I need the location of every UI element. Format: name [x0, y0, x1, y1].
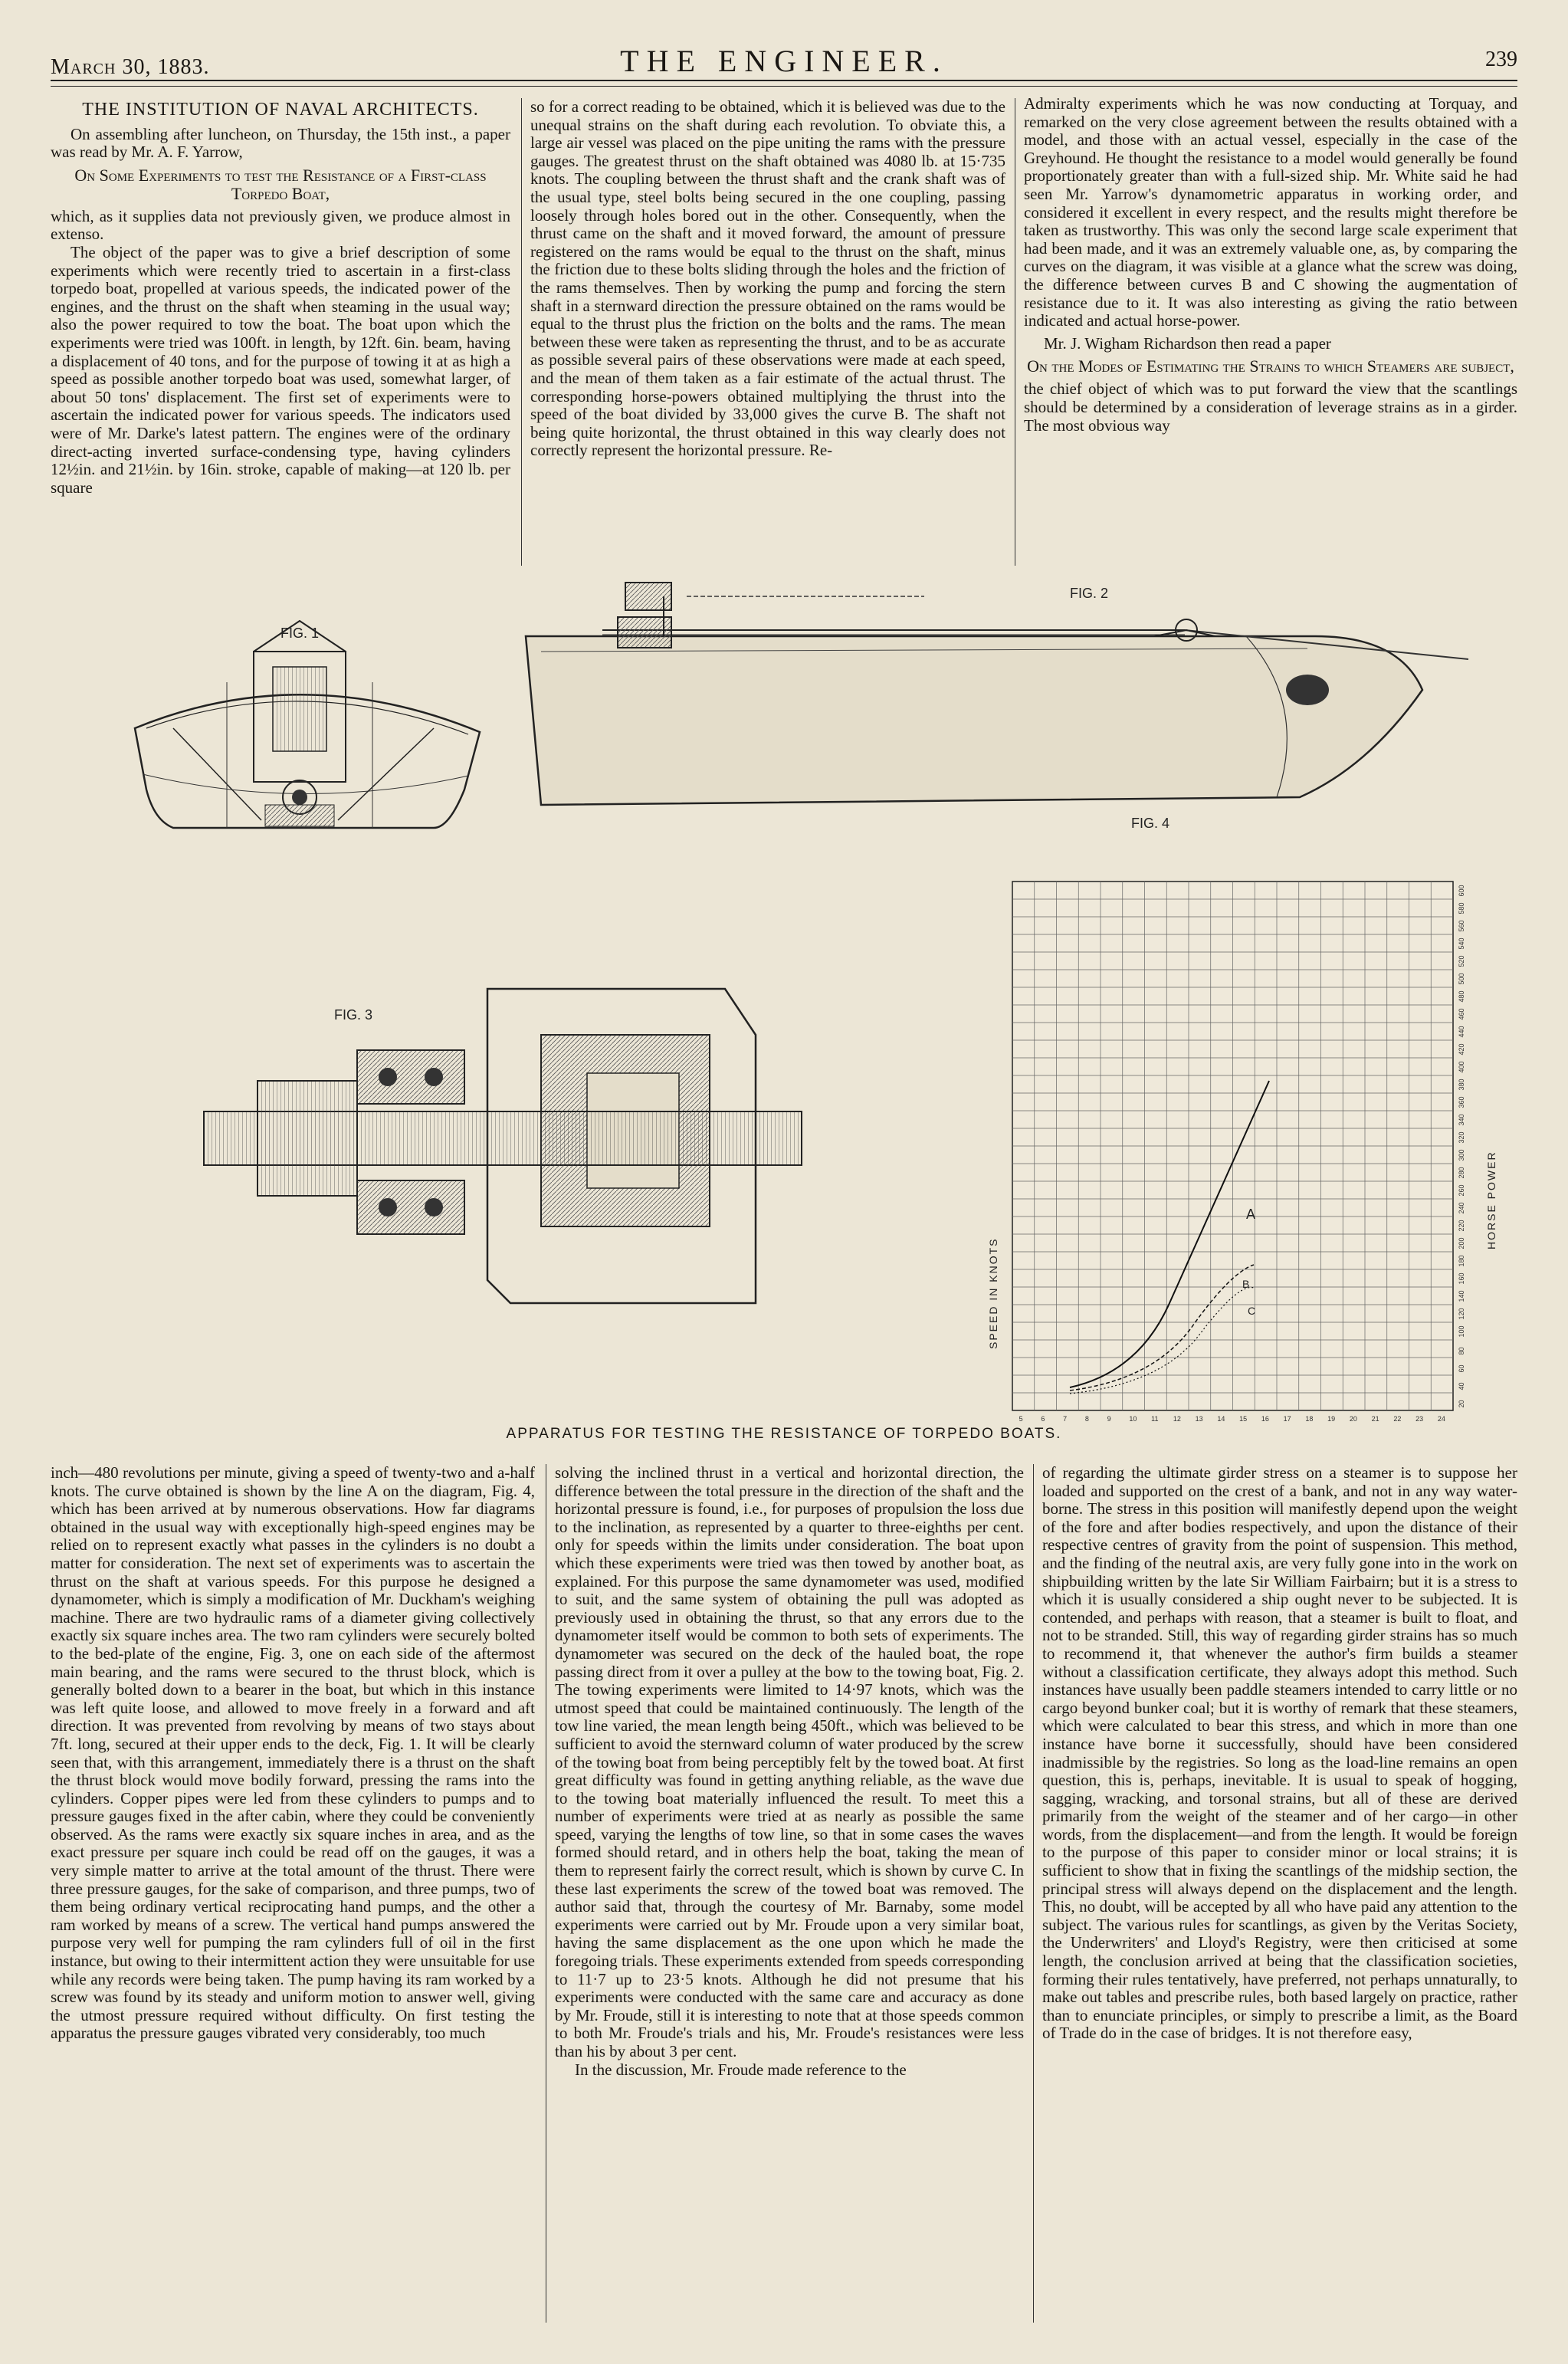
y-tick-label: 380: [1458, 1079, 1465, 1091]
section-title: THE INSTITUTION OF NAVAL ARCHITECTS.: [82, 100, 479, 120]
engraving-plate: [51, 575, 1517, 1426]
fig4-label-b: B: [1242, 1278, 1250, 1290]
apparatus-figures: [51, 575, 1517, 1426]
upper-column-1: [51, 98, 510, 567]
lower-column-1: [51, 1464, 535, 2326]
y-tick-label: 120: [1458, 1308, 1465, 1320]
paper-title: On Some Experiments to test the Resistance of a First-class Torpedo Boat,: [74, 165, 487, 203]
x-tick-label: 20: [1349, 1415, 1357, 1423]
fig4-grid: [1012, 882, 1453, 1410]
y-tick-label: 520: [1458, 955, 1465, 967]
y-tick-label: 280: [1458, 1167, 1465, 1179]
paper-title: On the Modes of Estimating the Strains to which Steamers are subject,: [1027, 356, 1514, 376]
fig4-label-a: A: [1246, 1207, 1256, 1222]
paragraph: inch—480 revolutions per minute, giving a speed of twenty-two and a-half knots. The curve obtained is shown by the line A on the diagram, Fig. 4, which has been arrived at by numerous observations. How far diagrams obtained in the usual way with exceptionally high-speed engines may be relied on to represent exactly what passes in the cylinders is no doubt a matter for consideration. The next set of experiments was to ascertain the thrust on the shaft at various speeds. For this purpose he designed a dynamometer, which is simply a modification of Mr. Duckham's weighing machine. There are two hydraulic rams of a diameter giving collectively exactly six square inches area. The two ram cylinders were securely bolted to the bed-plate of the engine, Fig. 3, one on each side of the aftermost main bearing, and the rams were secured to the thrust block, which is generally bolted down to a bearer in the boat, but which in this instance was left quite loose, and allowed to move freely in a forward and aft direction. It was prevented from revolving by means of two stays about 7ft. long, secured at their upper ends to the deck, Fig. 1. It will be clearly seen that, with this arrangement, immediately there is a thrust on the shaft the thrust block would move bodily forward, pressing the rams into the cylinders. Copper pipes were led from these cylinders to pumps and to pressure gauges fixed in the after cabin, where they could be conveniently observed. As the rams were exactly six square inches in area, and as the exact pressure per square inch could be read off on the gauges, it was a very simple matter to arrive at the total amount of the thrust. There were three pressure gauges, for the sake of comparison, and three pumps, two of them being ordinary vertical reciprocating hand pumps, and the other a ram worked by means of a screw. The vertical hand pumps answered the purpose very well for pumping the ram cylinders full of oil in the first instance, but owing to their intermittent action they were unsuitable for use while any records were being taken. The pump having its ram worked by a screw was found by its steady and uniform motion to answer well, giving the utmost pressure required without difficulty. On first testing the apparatus the pressure gauges vibrated very considerably, too much: [51, 1464, 535, 2043]
x-tick-label: 5: [1019, 1415, 1023, 1423]
masthead: THE ENGINEER.: [620, 44, 948, 78]
header-rule-thin: [51, 86, 1517, 87]
x-tick-label: 16: [1261, 1415, 1269, 1423]
page-header: [51, 43, 1517, 77]
upper-column-3: [1024, 95, 1517, 567]
x-tick-label: 12: [1173, 1415, 1181, 1423]
x-tick-label: 15: [1239, 1415, 1248, 1423]
y-tick-label: 20: [1458, 1400, 1465, 1408]
x-tick-label: 23: [1415, 1415, 1424, 1423]
y-tick-label: 580: [1458, 902, 1465, 914]
x-tick-label: 21: [1371, 1415, 1379, 1423]
y-tick-label: 500: [1458, 973, 1465, 985]
paragraph: solving the inclined thrust in a vertical and horizontal direction, the difference between the total pressure in the direction of the shaft and the horizontal pressure is found, i.e., for purposes of propulsion the loss due to the inclination, as represented by a quarter to three-eighths per cent. only for speeds within the limits under consideration. The boat upon which these experiments were tried was then towed by another boat, as explained. For this purpose the same dynamometer was used, modified to suit, and the same system of obtaining the pull was adopted as previously used in obtaining the thrust, so that any errors due to the dynamometer itself would be common to both sets of experiments. The dynamometer was secured on the deck of the hauled boat, the rope passing direct from it over a pulley at the bow to the towing boat, Fig. 2. The towing experiments were limited to 14·97 knots, which was the utmost speed that could be maintained continuously. The length of the tow line varied, the mean length being 450ft., which was believed to be sufficient to avoid the sternward column of water produced by the screw of the towing boat from being perceptibly felt by the towed boat. At first great difficulty was found in getting anything reliable, as the wave due to the towing boat materially influenced the result. To meet this a number of experiments were tried at as nearly as possible the same speed, varying the lengths of tow line, so that in some cases the waves formed should retard, and in others help the boat, taking the mean of them to represent fairly the correct result, which is shown by curve C. In these last experiments the screw of the towed boat was removed. The author said that, through the courtesy of Mr. Barnaby, some model experiments were carried out by Mr. Froude upon a very similar boat, having the same displacement as the one upon which he made the foregoing trials. These experiments extended from speeds corresponding to 11·7 up to 23·5 knots. Although he did not presume that his experiments were conducted with the same care and accuracy as done by Mr. Froude, still it is interesting to note that at those speeds common to both Mr. Froude's trials and his, Mr. Froude's resistances were less than his by about 3 per cent.: [555, 1464, 1024, 2060]
paragraph: On assembling after luncheon, on Thursday, the 15th inst., a paper was read by Mr. A. F. Yarrow,: [51, 124, 510, 162]
issue-date: March 30, 1883.: [51, 55, 210, 79]
fig3-label: FIG. 3: [334, 1007, 373, 1023]
lower-column-3: [1042, 1464, 1517, 2326]
y-tick-label: 320: [1458, 1131, 1465, 1144]
y-tick-label: 240: [1458, 1202, 1465, 1214]
paragraph: the chief object of which was to put forward the view that the scantlings should be determined by a consideration of leverage strains as in a girder. The most obvious way: [1024, 379, 1517, 435]
y-tick-label: 400: [1458, 1061, 1465, 1073]
y-tick-label: 40: [1458, 1382, 1465, 1390]
y-tick-label: 360: [1458, 1096, 1465, 1108]
figure-3: [204, 989, 802, 1303]
fig4-x-ticks: [1019, 1415, 1445, 1423]
plate-caption: APPARATUS FOR TESTING THE RESISTANCE OF TORPEDO BOATS.: [506, 1426, 1062, 1442]
x-tick-label: 22: [1393, 1415, 1402, 1423]
y-tick-label: 300: [1458, 1149, 1465, 1161]
x-tick-label: 11: [1151, 1415, 1159, 1423]
paragraph: Mr. J. Wigham Richardson then read a paper: [1044, 333, 1331, 353]
paragraph: so for a correct reading to be obtained, which it is believed was due to the unequal strains on the shaft during each revolution. To obviate this, a large air vessel was placed on the pipe uniting the rams with the pressure gauges. The greatest thrust on the shaft obtained was 4080 lb. at 15·735 knots. The coupling between the thrust shaft and the crank shaft was of the usual type, steel bolts being secured in the one coupling, passing loosely through holes bored out in the other. Consequently, when the thrust came on the shaft and it moved forward, the amount of pressure registered on the rams would be equal to the thrust on the shaft, minus the friction due to these bolts sliding through the holes and the friction of the rams themselves. Then by working the pump and forcing the stern shaft in a sternward direction the pressure obtained on the rams would be equal to the thrust plus the friction on the bolts and the rams. The mean between these were taken as representing the thrust, and to be as accurate as possible several pairs of these observations were made at each speed, and the mean of them taken as a fair estimate of the actual thrust. The corresponding horse-powers obtained multiplying the thrust into the speed of the boat divided by 33,000 gives the curve B. The shaft not being quite horizontal, the thrust obtained in this way clearly does not correctly represent the horizontal pressure. Re-: [530, 98, 1005, 460]
y-tick-label: 220: [1458, 1220, 1465, 1232]
lower-column-2: [555, 1464, 1024, 2326]
y-tick-label: 460: [1458, 1008, 1465, 1020]
figure-2: [526, 583, 1468, 805]
y-tick-label: 200: [1458, 1237, 1465, 1249]
y-tick-label: 540: [1458, 937, 1465, 950]
y-tick-label: 80: [1458, 1347, 1465, 1355]
figure-4: [987, 816, 1497, 1423]
paragraph: The object of the paper was to give a brief description of some experiments which were recently tried to ascertain in a first-class torpedo boat, propelled at various speeds, the indicated power of the engines, and the thrust on the shaft when steaming in the usual way; also the power required to tow the boat. The boat upon which the experiments were tried was 100ft. in length, by 12ft. 6in. beam, having a displacement of 40 tons, and for the purpose of towing it at as high a speed as possible another torpedo boat was used, somewhat larger, of about 50 tons' displacement. The first set of experiments were to ascertain the indicated power for various speeds. The indicators used were of Mr. Darke's latest pattern. The engines were of the ordinary direct-acting inverted surface-condensing type, having cylinders 12½in. and 21½in. by 16in. stroke, capable of making—at 120 lb. per square: [51, 242, 510, 497]
x-tick-label: 24: [1437, 1415, 1445, 1423]
y-tick-label: 480: [1458, 990, 1465, 1003]
header-rule: [51, 80, 1517, 81]
column-rule: [521, 98, 522, 566]
x-tick-label: 14: [1217, 1415, 1225, 1423]
x-tick-label: 9: [1107, 1415, 1111, 1423]
column-rule: [1033, 1464, 1034, 2323]
fig4-left-axis-label: SPEED IN KNOTS: [987, 1237, 999, 1349]
x-tick-label: 17: [1283, 1415, 1291, 1423]
paragraph: In the discussion, Mr. Froude made reference to the: [575, 2060, 907, 2079]
x-tick-label: 10: [1129, 1415, 1137, 1423]
x-tick-label: 6: [1041, 1415, 1045, 1423]
y-tick-label: 140: [1458, 1290, 1465, 1302]
x-tick-label: 18: [1305, 1415, 1314, 1423]
paragraph: of regarding the ultimate girder stress on a steamer is to suppose her loaded and supported on the crest of a bank, and not in any way water-borne. The stress in this position will manifestly depend upon the weight of the fore and after bodies respectively, and upon the distance of their respective centres of gravity from the point of suspension. This method, and the finding of the neutral axis, are very fully gone into in the work on shipbuilding written by the late Sir William Fairbairn; but it is a stress to which it is usually considered a ship ought never to be subjected. It is contended, and perhaps with reason, that a steamer is built to float, and not to be stranded. Still, this way of regarding girder strains has so much to recommend it, that whenever the author's firm builds a steamer without a classification certificate, they always adopt this method. Such instances have usually been paddle steamers intended to carry little or no cargo beyond bunker coal; but it is worthy of remark that these steamers, which were calculated to bear this stress, and which in more than one instance have borne it successfully, should have been considered inadmissible by the registries. So long as the load-line remains an open question, this is, perhaps, inevitable. It is usual to speak of hogging, sagging, wracking, and torsonal strains, but all of these are derived primarily from the weight of the steamer and of her cargo—in other words, from the displacement—and from the length. It would be foreign to the purpose of this paper to consider minor or local strains; it is sufficient to show that in fixing the scantlings of the midship section, the principal stress will always depend on the displacement and the length. This, no doubt, will be accepted by all who have paid any attention to the subject. The various rules for scantlings, as given by the Veritas Society, the Underwriters' and Lloyd's Registry, were then criticised at some length, the conclusion arrived at being that the classification societies, forming their rules tentatively, have preferred, not perhaps unnaturally, to make out tables and prescribe rules, both based largely on practice, rather than to enunciate principles, or simply to prescribe a limit, as the Board of Trade do in the case of bridges. It is not therefore easy,: [1042, 1464, 1517, 2043]
y-tick-label: 60: [1458, 1364, 1465, 1373]
x-tick-label: 7: [1063, 1415, 1068, 1423]
y-tick-label: 560: [1458, 920, 1465, 932]
y-tick-label: 180: [1458, 1255, 1465, 1267]
y-tick-label: 420: [1458, 1043, 1465, 1056]
y-tick-label: 440: [1458, 1026, 1465, 1038]
y-tick-label: 260: [1458, 1184, 1465, 1197]
y-tick-label: 100: [1458, 1325, 1465, 1338]
upper-column-2: [530, 98, 1005, 567]
fig4-label-c: C: [1248, 1305, 1256, 1317]
x-tick-label: 13: [1195, 1415, 1203, 1423]
x-tick-label: 19: [1327, 1415, 1336, 1423]
fig1-label: FIG. 1: [280, 625, 320, 641]
paragraph: which, as it supplies data not previously given, we produce almost in extenso.: [51, 206, 510, 244]
y-tick-label: 340: [1458, 1114, 1465, 1126]
fig2-label: FIG. 2: [1070, 586, 1109, 601]
fig4-label: FIG. 4: [1131, 816, 1170, 831]
page-number: 239: [1485, 48, 1517, 71]
y-tick-label: 160: [1458, 1272, 1465, 1285]
fig4-y-ticks: [1458, 885, 1465, 1407]
y-tick-label: 600: [1458, 885, 1465, 897]
x-tick-label: 8: [1084, 1415, 1089, 1423]
fig4-right-axis-label: HORSE POWER: [1485, 1151, 1497, 1249]
figure-1: [135, 621, 480, 828]
paragraph: Admiralty experiments which he was now conducting at Torquay, and remarked on the very close agreement between the results obtained with a model, and those with an actual vessel, especially in the case of the Greyhound. He thought the resistance to a model would generally be found proportionately greater than with a full-sized ship. Mr. White said he had seen Mr. Yarrow's dynamometric apparatus in working order, and considered it excellent in every respect, and the results might therefore be taken as trustworthy. This was only the second large scale experiment that had been made, and it was an extremely valuable one, as, by comparing the curves on the diagram, it was visible at a glance what the screw was doing, the difference between curves B and C showing the augmentation of resistance due to it. It was also interesting as giving the ratio between indicated and actual horse-power.: [1024, 95, 1517, 330]
